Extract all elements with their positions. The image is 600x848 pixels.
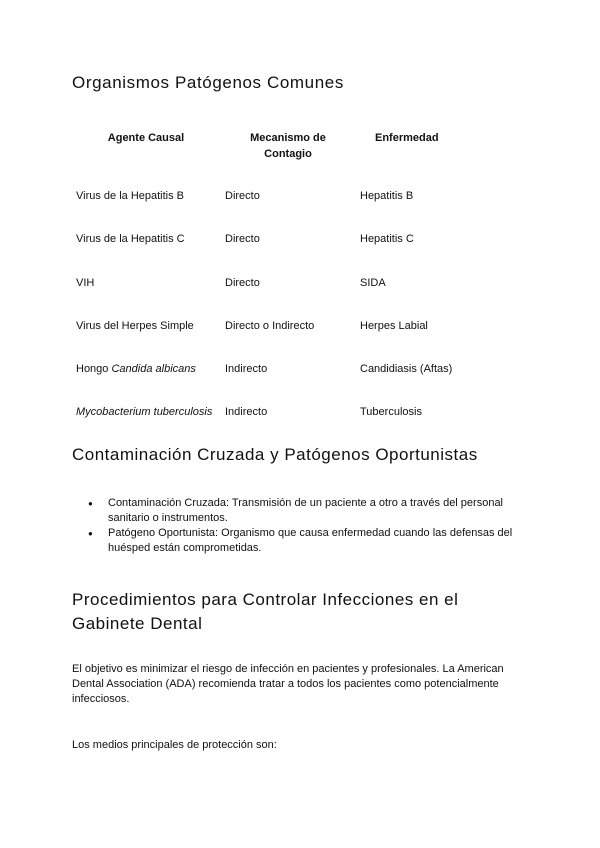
- table-header-agente: Agente Causal: [107, 132, 185, 144]
- table-header-mecanismo: Mecanismo de Contagio: [250, 132, 326, 160]
- section-title-organismos: Organismos Patógenos Comunes: [72, 73, 344, 92]
- table-row: [72, 190, 492, 206]
- table-row: [72, 406, 492, 422]
- cell-agent: Virus del Herpes Simple: [76, 320, 194, 332]
- cell-disease: Herpes Labial: [360, 320, 428, 332]
- table-row: [72, 277, 492, 293]
- cell-agent: Virus de la Hepatitis C: [76, 233, 185, 245]
- list-item: ● Contaminación Cruzada: Transmisión de un paciente a otro a través del personal sanitario o instrumentos.: [88, 496, 528, 526]
- cell-agent: VIH: [76, 277, 95, 289]
- cell-disease: Hepatitis B: [360, 190, 414, 202]
- cell-mechanism: Directo: [225, 233, 260, 245]
- table-row: [72, 320, 492, 336]
- table-header-enfermedad: Enfermedad: [375, 132, 439, 144]
- table-row: [72, 363, 492, 379]
- section-title-contaminacion: Contaminación Cruzada y Patógenos Oportunistas: [72, 445, 478, 464]
- cell-disease: Hepatitis C: [360, 233, 414, 245]
- cell-disease: SIDA: [360, 277, 386, 289]
- cell-disease: Candidiasis (Aftas): [360, 363, 453, 375]
- cell-mechanism: Indirecto: [225, 363, 268, 375]
- paragraph-objetivo: El objetivo es minimizar el riesgo de infección en pacientes y profesionales. La American Dental Association (ADA) recomienda tratar a todos los pacientes como potencialmente infecciosos.: [72, 663, 504, 705]
- paragraph-medios: Los medios principales de protección son:: [72, 739, 277, 751]
- cell-mechanism: Directo: [225, 190, 260, 202]
- cell-agent: Hongo Candida albicans: [76, 363, 196, 375]
- cell-agent: Mycobacterium tuberculosis: [76, 406, 213, 418]
- cell-agent: Virus de la Hepatitis B: [76, 190, 185, 202]
- cell-mechanism: Directo o Indirecto: [225, 320, 315, 332]
- cell-mechanism: Indirecto: [225, 406, 268, 418]
- definitions-list: [88, 496, 528, 556]
- list-item: ● Patógeno Oportunista: Organismo que causa enfermedad cuando las defensas del huésped están comprometidas.: [88, 526, 528, 556]
- table-row: [72, 233, 492, 249]
- cell-disease: Tuberculosis: [360, 406, 422, 418]
- cell-mechanism: Directo: [225, 277, 260, 289]
- section-title-procedimientos: Procedimientos para Controlar Infecciones en el Gabinete Dental: [72, 590, 459, 633]
